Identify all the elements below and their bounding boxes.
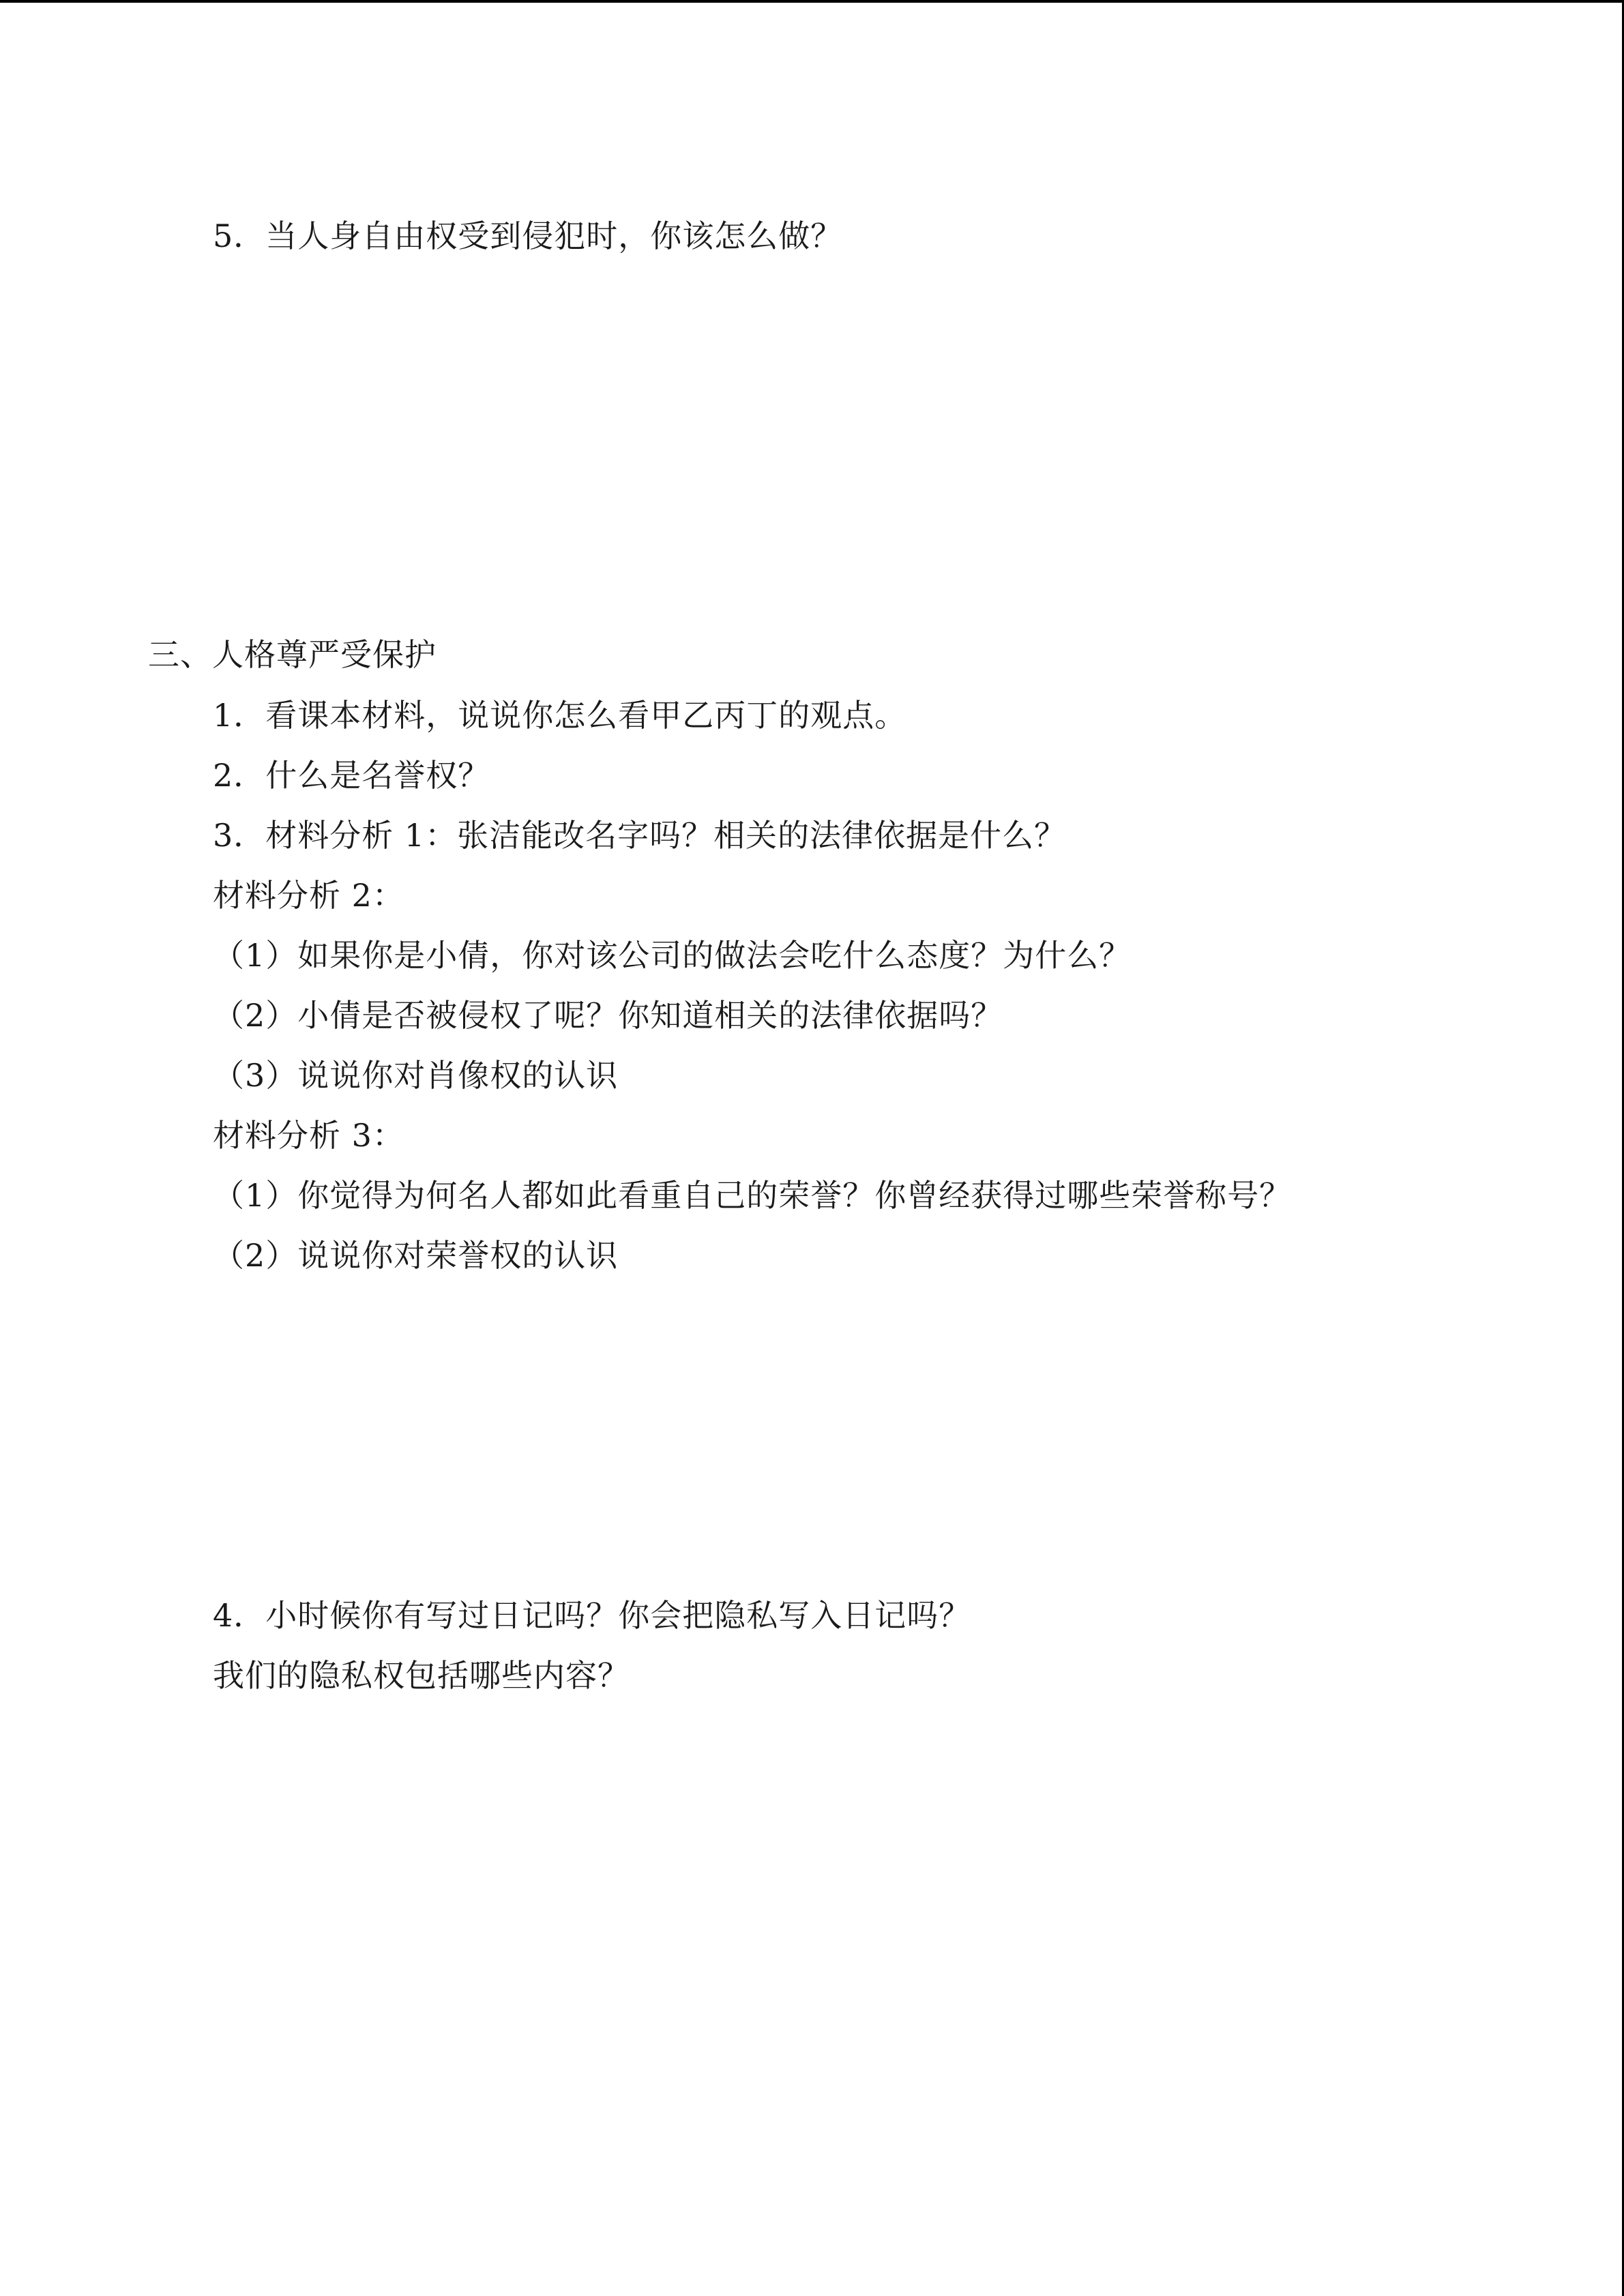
section-3-title: 三、人格尊严受保护 bbox=[148, 636, 437, 673]
material-3-item-1: （1）你觉得为何名人都如此看重自己的荣誉？你曾经获得过哪些荣誉称号？ bbox=[213, 1177, 1292, 1214]
material-2-title: 材料分析 2： bbox=[213, 877, 404, 914]
section-3-question-1: 1．看课本材料，说说你怎么看甲乙丙丁的观点。 bbox=[213, 697, 907, 734]
section-3-question-4-followup: 我们的隐私权包括哪些内容？ bbox=[213, 1657, 630, 1694]
material-2-item-2: （2）小倩是否被侵权了呢？你知道相关的法律依据吗？ bbox=[213, 997, 1003, 1034]
page-border-top bbox=[0, 0, 1624, 3]
material-2-item-1: （1）如果你是小倩，你对该公司的做法会吃什么态度？为什么？ bbox=[213, 937, 1132, 974]
section-3-question-3: 3．材料分析 1：张洁能改名字吗？相关的法律依据是什么？ bbox=[213, 817, 1067, 854]
section-3-question-4: 4．小时候你有写过日记吗？你会把隐私写入日记吗？ bbox=[213, 1597, 971, 1634]
material-2-item-3: （3）说说你对肖像权的认识 bbox=[213, 1057, 619, 1094]
section-3-question-2: 2．什么是名誉权？ bbox=[213, 757, 490, 794]
question-5: 5．当人身自由权受到侵犯时，你该怎么做？ bbox=[213, 218, 843, 254]
material-3-item-2: （2）说说你对荣誉权的认识 bbox=[213, 1237, 619, 1274]
material-3-title: 材料分析 3： bbox=[213, 1117, 404, 1154]
